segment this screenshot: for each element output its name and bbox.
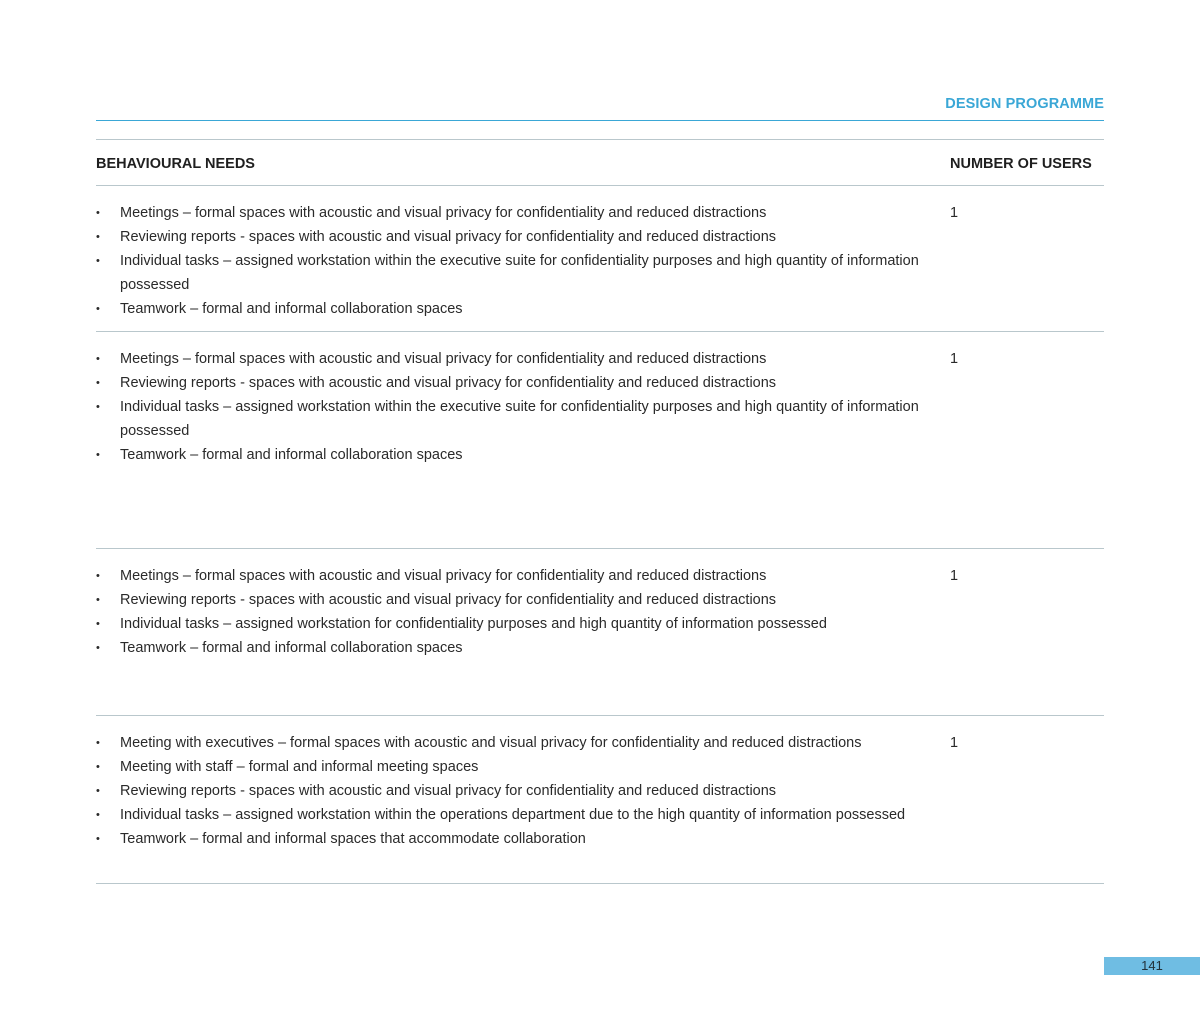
bullet-icon: • (96, 594, 100, 606)
list-item (96, 636, 946, 660)
need-text: Reviewing reports - spaces with acoustic and visual privacy for confidentiality and reduced distractions (120, 229, 777, 245)
bullet-icon: • (96, 761, 100, 773)
list-item (96, 827, 946, 851)
need-text: Meetings – formal spaces with acoustic and visual privacy for confidentiality and reduced distractions (120, 568, 767, 584)
list-item (96, 588, 946, 612)
list-item (96, 395, 946, 443)
table-header (96, 139, 1104, 186)
need-text: Meeting with staff – formal and informal meeting spaces (120, 759, 479, 775)
list-item (96, 612, 946, 636)
need-text: Individual tasks – assigned workstation within the executive suite for confidentiality purposes and high quantity of information possessed (120, 253, 919, 293)
table-row (96, 332, 1104, 549)
bullet-icon: • (96, 642, 100, 654)
column-header-behavioural-needs: BEHAVIOURAL NEEDS (96, 156, 255, 172)
bullet-icon: • (96, 207, 100, 219)
need-text: Reviewing reports - spaces with acoustic and visual privacy for confidentiality and reduced distractions (120, 375, 777, 391)
bullet-icon: • (96, 618, 100, 630)
bullet-icon: • (96, 303, 100, 315)
need-text: Teamwork – formal and informal collaboration spaces (120, 301, 463, 317)
page-number: 141 (1104, 957, 1200, 975)
need-text: Individual tasks – assigned workstation within the operations department due to the high quantity of information possessed (120, 807, 906, 823)
bullet-icon: • (96, 833, 100, 845)
list-item (96, 731, 946, 755)
bullet-icon: • (96, 401, 100, 413)
list-item (96, 225, 946, 249)
need-text: Individual tasks – assigned workstation within the executive suite for confidentiality purposes and high quantity of information possessed (120, 399, 919, 439)
bullet-icon: • (96, 809, 100, 821)
behavioural-needs-table (96, 139, 1104, 884)
need-text: Individual tasks – assigned workstation for confidentiality purposes and high quantity of information possessed (120, 616, 827, 632)
list-item (96, 755, 946, 779)
column-header-number-of-users: NUMBER OF USERS (950, 156, 1092, 172)
list-item (96, 249, 946, 297)
list-item (96, 371, 946, 395)
list-item (96, 779, 946, 803)
needs-list (96, 564, 946, 660)
bullet-icon: • (96, 255, 100, 267)
table-row (96, 549, 1104, 716)
bullet-icon: • (96, 785, 100, 797)
need-text: Reviewing reports - spaces with acoustic and visual privacy for confidentiality and reduced distractions (120, 783, 777, 799)
needs-list (96, 731, 946, 851)
need-text: Meetings – formal spaces with acoustic and visual privacy for confidentiality and reduced distractions (120, 205, 767, 221)
need-text: Meeting with executives – formal spaces with acoustic and visual privacy for confidentiality and reduced distractions (120, 735, 862, 751)
user-count: 1 (950, 568, 959, 584)
user-count: 1 (950, 205, 959, 221)
bullet-icon: • (96, 353, 100, 365)
bullet-icon: • (96, 570, 100, 582)
user-count: 1 (950, 735, 959, 751)
need-text: Teamwork – formal and informal spaces that accommodate collaboration (120, 831, 586, 847)
table-row (96, 186, 1104, 332)
need-text: Teamwork – formal and informal collaboration spaces (120, 447, 463, 463)
list-item (96, 803, 946, 827)
need-text: Reviewing reports - spaces with acoustic and visual privacy for confidentiality and reduced distractions (120, 592, 777, 608)
needs-list (96, 347, 946, 467)
bullet-icon: • (96, 231, 100, 243)
table-row (96, 716, 1104, 884)
need-text: Meetings – formal spaces with acoustic and visual privacy for confidentiality and reduced distractions (120, 351, 767, 367)
need-text: Teamwork – formal and informal collaboration spaces (120, 640, 463, 656)
list-item (96, 201, 946, 225)
bullet-icon: • (96, 737, 100, 749)
user-count: 1 (950, 351, 959, 367)
list-item (96, 443, 946, 467)
list-item (96, 564, 946, 588)
bullet-icon: • (96, 377, 100, 389)
needs-list (96, 201, 946, 321)
bullet-icon: • (96, 449, 100, 461)
section-title: DESIGN PROGRAMME (945, 96, 1104, 112)
header-divider (96, 120, 1104, 121)
list-item (96, 297, 946, 321)
list-item (96, 347, 946, 371)
